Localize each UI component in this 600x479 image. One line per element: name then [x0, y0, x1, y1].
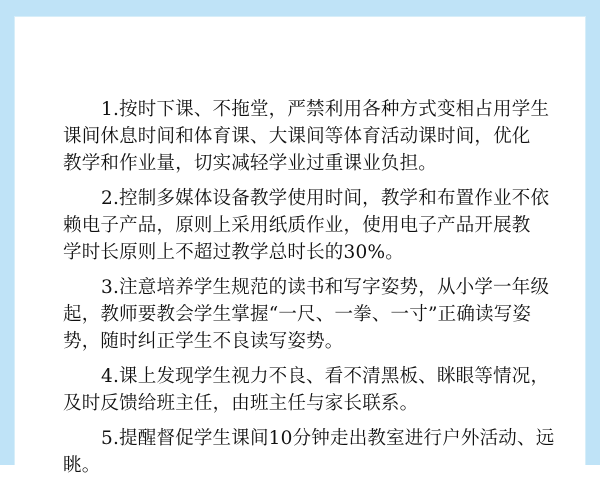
paragraph-line: 5.提醒督促学生课间10分钟走出教室进行户外活动、远: [101, 428, 555, 449]
paragraph-line: 2.控制多媒体设备教学使用时间，教学和布置作业不依: [101, 188, 550, 209]
paragraph-line: 学时长原则上不超过教学总时长的30%。: [63, 242, 404, 263]
paragraph-line: 3.注意培养学生规范的读书和写字姿势，从小学一年级: [101, 277, 550, 298]
paragraph-line: 眺。: [63, 455, 101, 476]
paragraph-line: 教学和作业量，切实减轻学业过重课业负担。: [63, 153, 438, 174]
paragraph-1: [63, 96, 550, 177]
paragraph-4: [63, 363, 550, 417]
document-card: [14, 16, 586, 476]
paragraph-2: [63, 185, 550, 266]
paragraph-5: [63, 425, 555, 479]
paragraph-line: 势，随时纠正学生不良读写姿势。: [63, 331, 344, 352]
paragraph-line: 4.课上发现学生视力不良、看不清黑板、眯眼等情况，: [101, 366, 550, 387]
paragraph-line: 1.按时下课、不拖堂，严禁利用各种方式变相占用学生: [101, 99, 550, 120]
paragraph-line: 赖电子产品，原则上采用纸质作业，使用电子产品开展教: [63, 215, 531, 236]
paragraph-line: 起，教师要教会学生掌握“一尺、一拳、一寸”正确读写姿: [63, 304, 532, 325]
paragraph-3: [63, 274, 550, 355]
paragraph-line: 课间休息时间和体育课、大课间等体育活动课时间，优化: [63, 126, 531, 147]
paragraph-line: 及时反馈给班主任，由班主任与家长联系。: [63, 393, 419, 414]
